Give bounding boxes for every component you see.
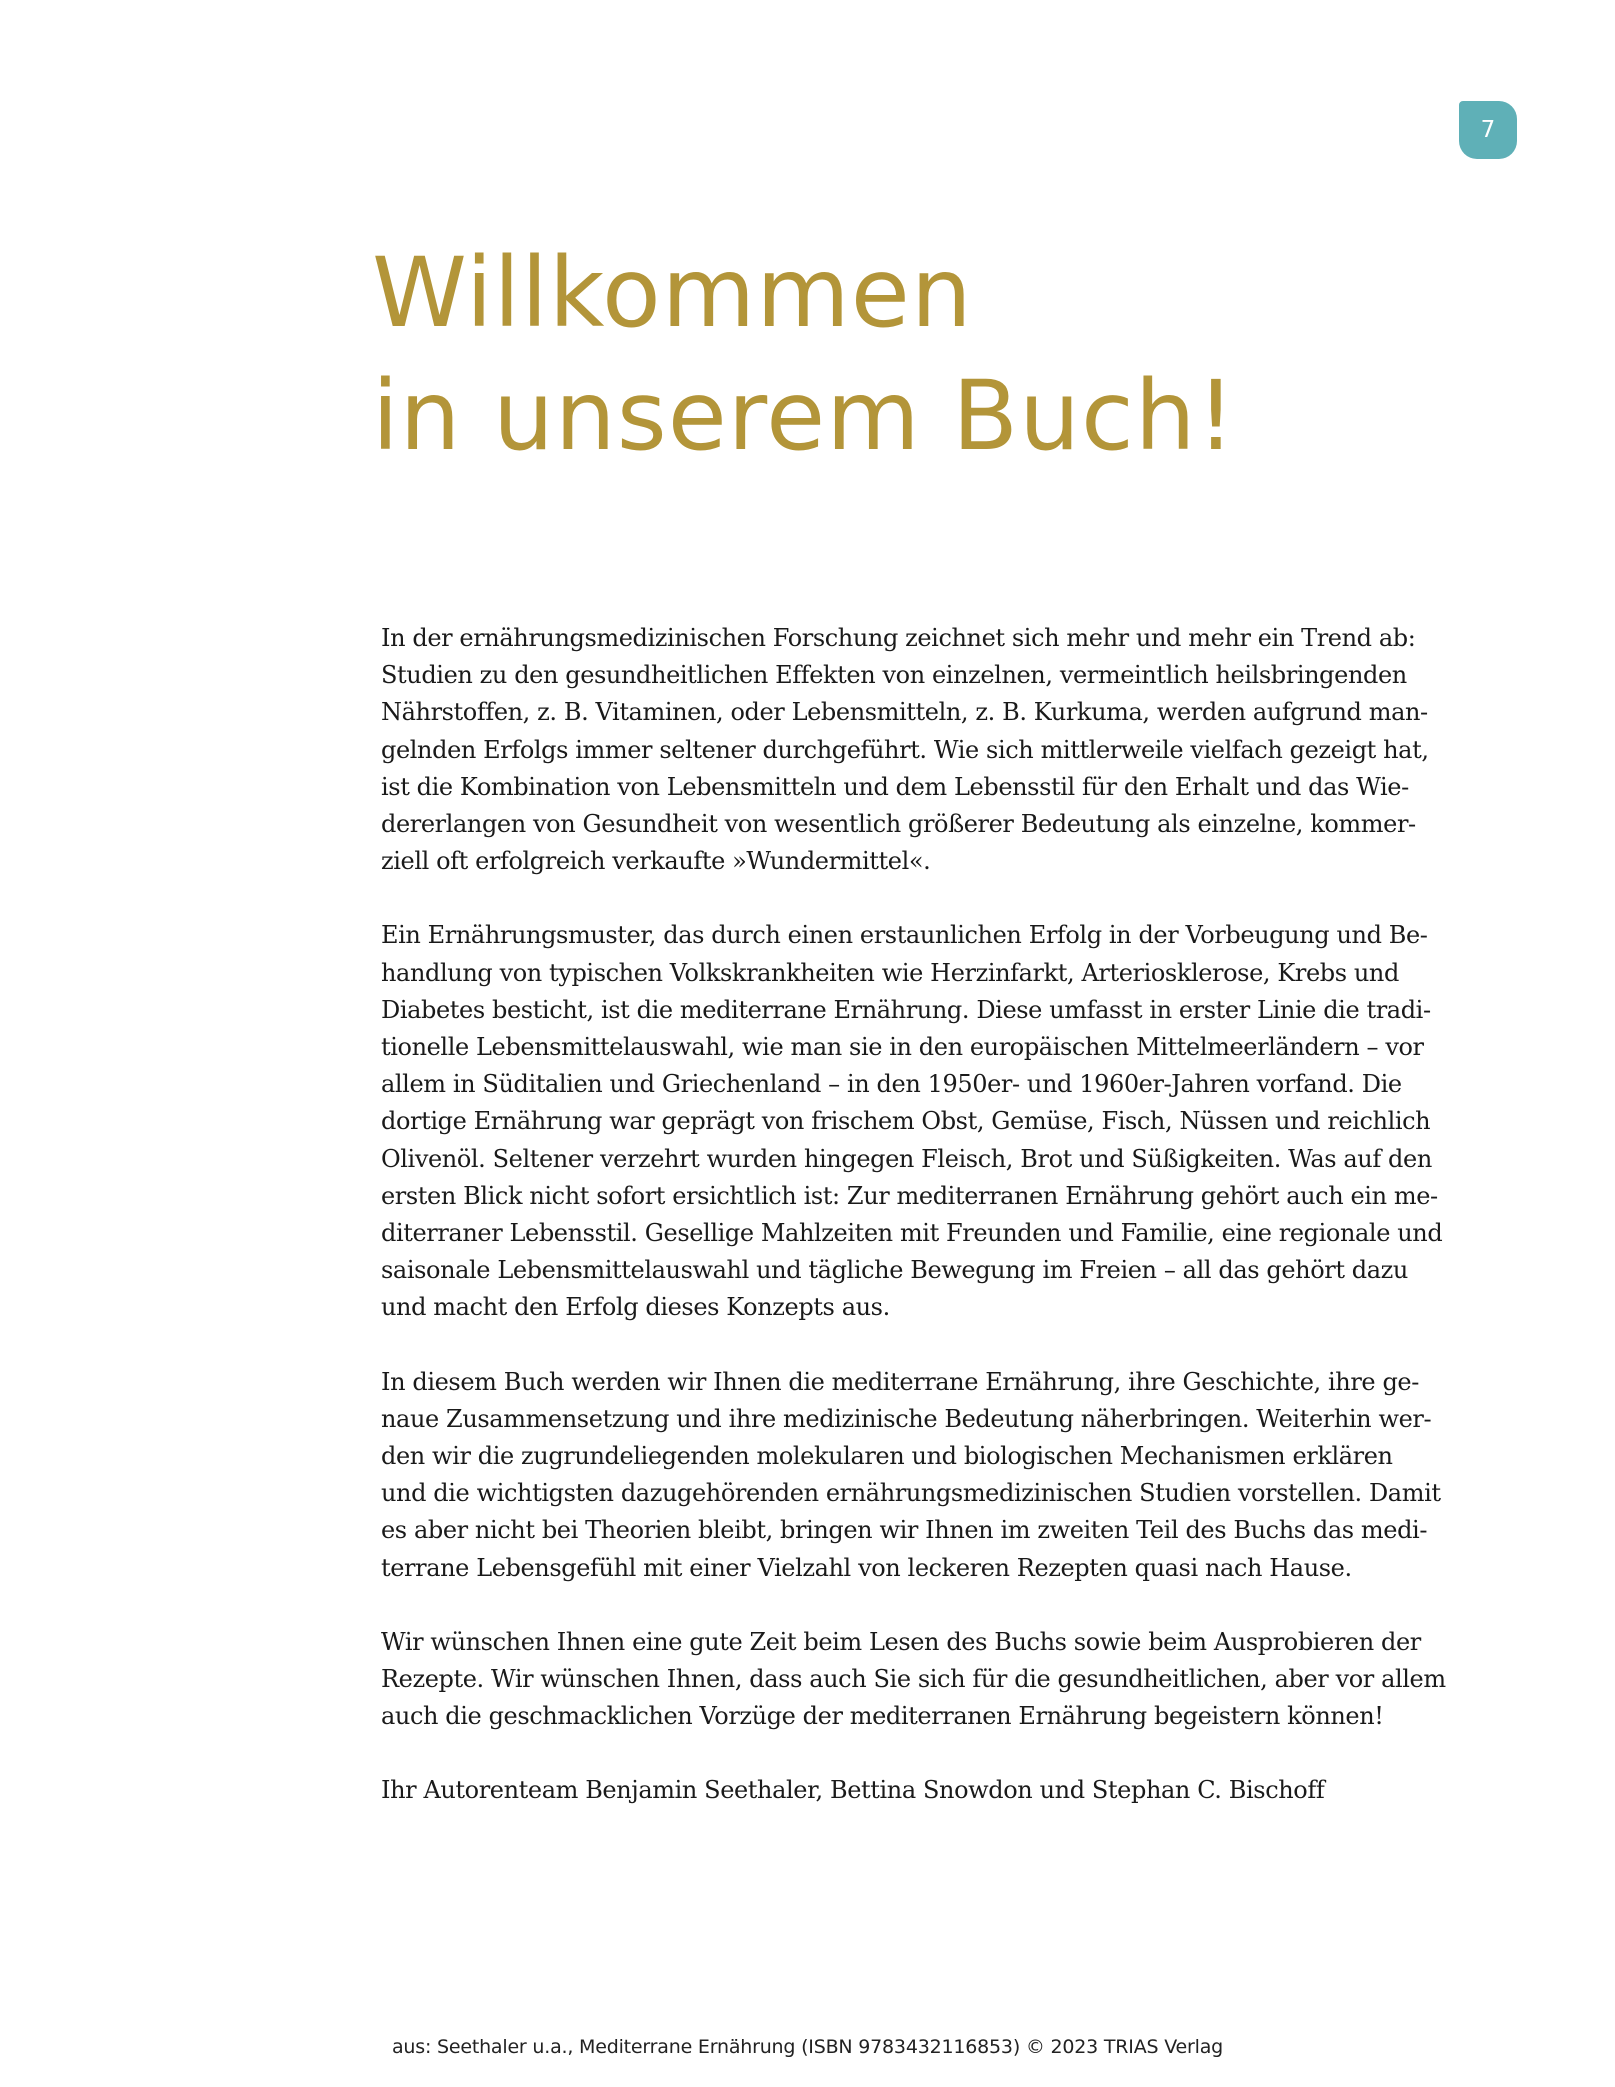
paragraph-line: dererlangen von Gesundheit von wesentlich größerer Bedeutung als einzelne, kommer- (381, 810, 1416, 839)
paragraph-line: Wir wünschen Ihnen eine gute Zeit beim Lesen des Buchs sowie beim Ausprobieren der (381, 1627, 1421, 1656)
page-title (372, 232, 1236, 478)
paragraph-line: In diesem Buch werden wir Ihnen die mediterrane Ernährung, ihre Geschichte, ihre ge- (381, 1367, 1419, 1396)
paragraph-line: Ein Ernährungsmuster, das durch einen erstaunlichen Erfolg in der Vorbeugung und Be- (381, 921, 1428, 950)
paragraph-3 (381, 1364, 1441, 1587)
paragraph-line: Rezepte. Wir wünschen Ihnen, dass auch Sie sich für die gesundheitlichen, aber vor allem (381, 1665, 1446, 1694)
paragraph-line: naue Zusammensetzung und ihre medizinische Bedeutung näherbringen. Weiterhin wer- (381, 1404, 1432, 1433)
paragraph-line: dortige Ernährung war geprägt von frischem Obst, Gemüse, Fisch, Nüssen und reichlich (381, 1107, 1431, 1136)
paragraph-line: allem in Süditalien und Griechenland – in den 1950er- und 1960er-Jahren vorfand. Die (381, 1070, 1402, 1099)
paragraph-line: und macht den Erfolg dieses Konzepts aus. (381, 1293, 890, 1322)
paragraph-line: ersten Blick nicht sofort ersichtlich ist: Zur mediterranen Ernährung gehört auch ein me- (381, 1181, 1438, 1210)
paragraph-line: ist die Kombination von Lebensmitteln und dem Lebensstil für den Erhalt und das Wie- (381, 772, 1409, 801)
paragraph-line: ziell oft erfolgreich verkaufte »Wundermittel«. (381, 847, 931, 876)
page-number-badge: 7 (1459, 101, 1517, 159)
paragraph-line: Studien zu den gesundheitlichen Effekten von einzelnen, vermeintlich heilsbringenden (381, 661, 1407, 690)
paragraph-line: tionelle Lebensmittelauswahl, wie man sie in den europäischen Mittelmeerländern – vor (381, 1033, 1424, 1062)
paragraph-line: Nährstoffen, z. B. Vitaminen, oder Lebensmitteln, z. B. Kurkuma, werden aufgrund man- (381, 698, 1428, 727)
paragraph-line: Diabetes besticht, ist die mediterrane Ernährung. Diese umfasst in erster Linie die tradi- (381, 995, 1431, 1024)
paragraph-line: es aber nicht bei Theorien bleibt, bringen wir Ihnen im zweiten Teil des Buchs das medi- (381, 1516, 1428, 1545)
paragraph-line: Olivenöl. Seltener verzehrt wurden hingegen Fleisch, Brot und Süßigkeiten. Was auf den (381, 1144, 1432, 1173)
paragraph-line: handlung von typischen Volkskrankheiten wie Herzinfarkt, Arteriosklerose, Krebs und (381, 958, 1399, 987)
paragraph-line: den wir die zugrundeliegenden molekularen und biologischen Mechanismen erklären (381, 1442, 1393, 1471)
paragraph-4 (381, 1624, 1446, 1736)
source-footer: aus: Seethaler u.a., Mediterrane Ernährung (ISBN 9783432116853) © 2023 TRIAS Verlag (391, 2036, 1224, 2058)
paragraph-line: saisonale Lebensmittelauswahl und tägliche Bewegung im Freien – all das gehört dazu (381, 1256, 1408, 1285)
page-title-line-2: in unserem Buch! (372, 360, 1237, 472)
paragraph-5 (381, 1772, 1421, 1809)
paragraph-line: terrane Lebensgefühl mit einer Vielzahl von leckeren Rezepten quasi nach Hause. (381, 1553, 1352, 1582)
paragraph-line: und die wichtigsten dazugehörenden ernährungsmedizinischen Studien vorstellen. Damit (381, 1479, 1441, 1508)
page-title-line-1: Willkommen (372, 237, 973, 349)
paragraph-line: Ihr Autorenteam Benjamin Seethaler, Bettina Snowdon und Stephan C. Bischoff (381, 1776, 1325, 1805)
paragraph-line: In der ernährungsmedizinischen Forschung zeichnet sich mehr und mehr ein Trend ab: (381, 624, 1416, 652)
paragraph-line: auch die geschmacklichen Vorzüge der mediterranen Ernährung begeistern können! (381, 1702, 1384, 1731)
paragraph-line: diterraner Lebensstil. Gesellige Mahlzeiten mit Freunden und Familie, eine regionale und (381, 1219, 1443, 1248)
paragraph-2 (381, 917, 1443, 1326)
paragraph-1 (381, 620, 1429, 880)
paragraph-line: gelnden Erfolgs immer seltener durchgeführt. Wie sich mittlerweile vielfach gezeigt hat, (381, 735, 1429, 764)
body-text (381, 620, 1446, 1847)
